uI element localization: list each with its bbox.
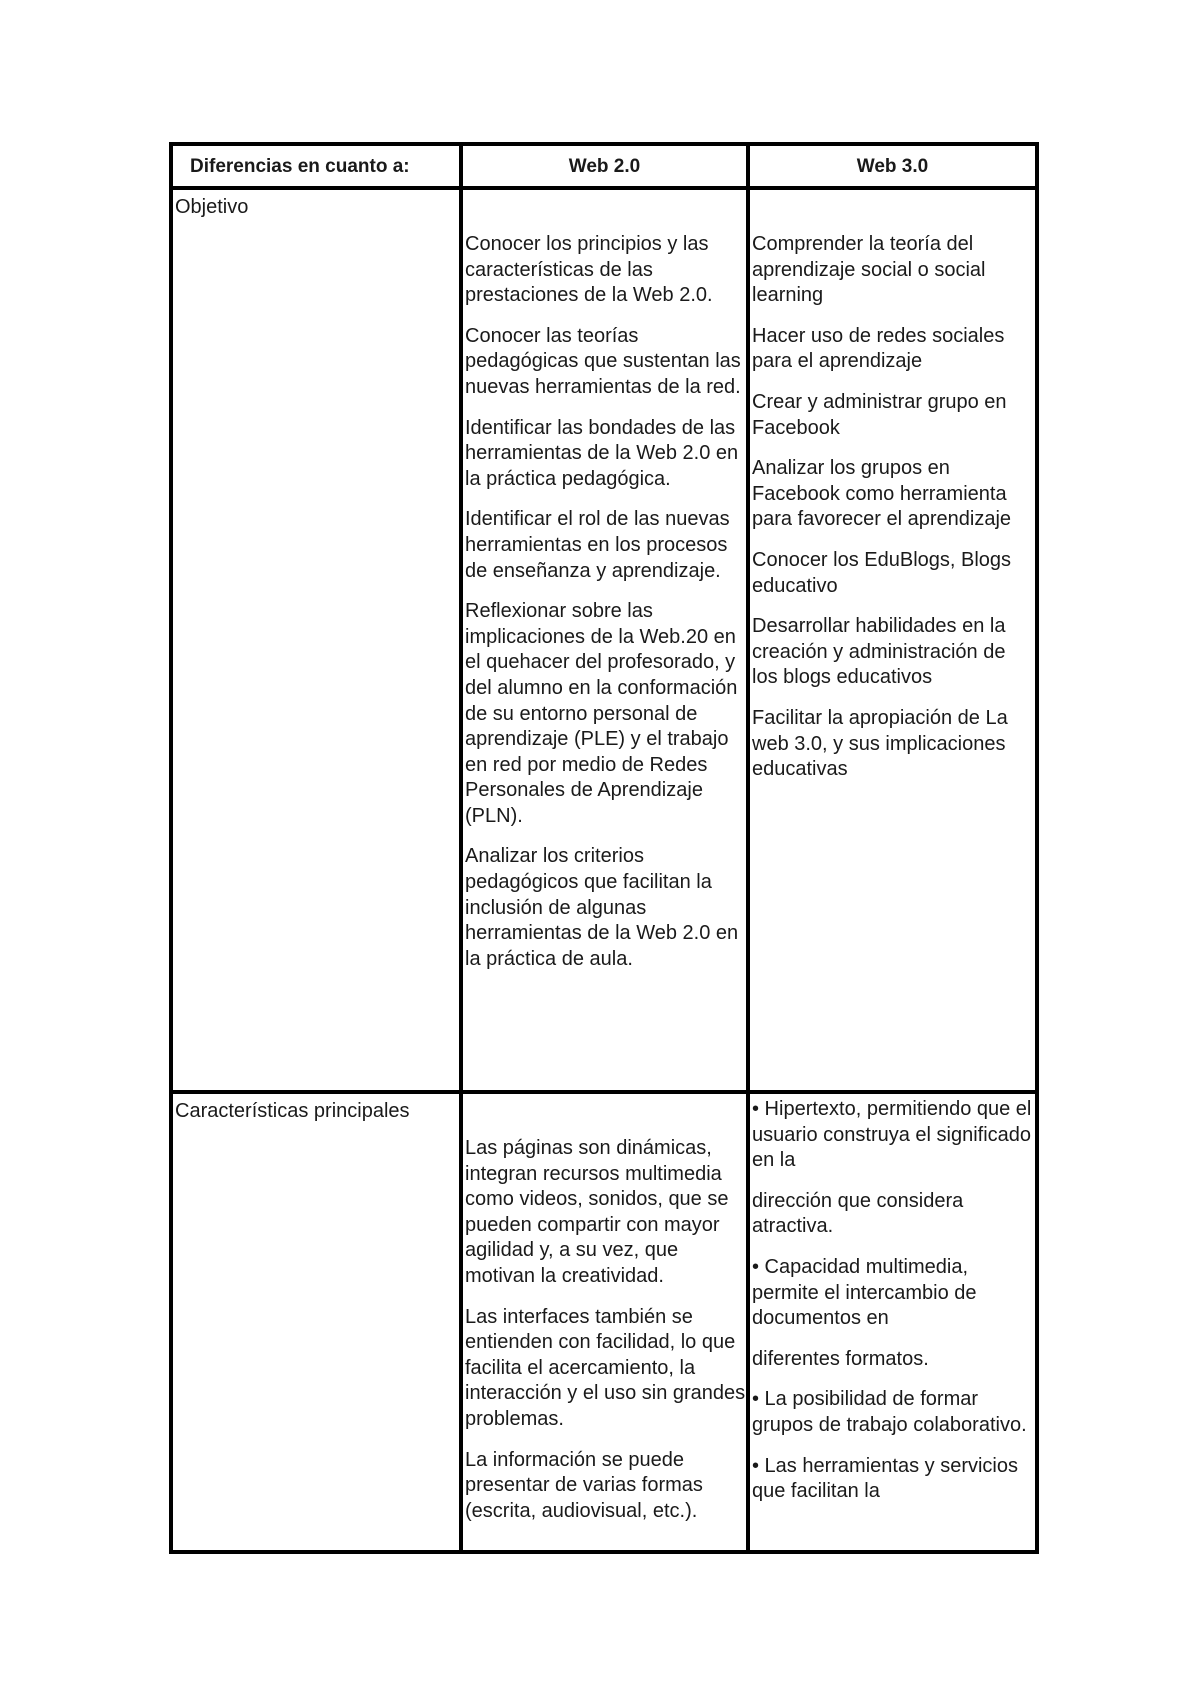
list-item: Identificar las bondades de las herramientas de la Web 2.0 en la práctica pedagógica. — [465, 416, 739, 490]
list-item: Identificar el rol de las nuevas herramientas en los procesos de enseñanza y aprendizaje. — [465, 508, 730, 582]
web20-caracteristicas-cell — [461, 1092, 748, 1552]
list-item: Conocer los principios y las características de las prestaciones de la Web 2.0. — [465, 233, 713, 307]
header-web20: Web 2.0 — [461, 144, 748, 188]
table-row-caracteristicas — [171, 1092, 1037, 1552]
list-item: Hacer uso de redes sociales para el aprendizaje — [752, 324, 1005, 373]
list-item: Desarrollar habilidades en la creación y administración de los blogs educativos — [752, 615, 1006, 689]
list-item: Facilitar la apropiación de La web 3.0, y sus implicaciones educativas — [752, 706, 1008, 781]
list-item: diferentes formatos. — [752, 1347, 929, 1370]
list-item: Las páginas son dinámicas, integran recursos multimedia como videos, sonidos, que se pueden compartir con mayor agilidad y, a su vez, que motivan la creatividad. — [465, 1137, 729, 1287]
list-item: Crear y administrar grupo en Facebook — [752, 390, 1007, 439]
web30-objetivo-cell — [748, 188, 1037, 1092]
list-item: • Capacidad multimedia, permite el intercambio de documentos en — [752, 1255, 977, 1330]
list-item: • Las herramientas y servicios que facilitan la — [752, 1454, 1018, 1503]
list-item: Conocer los EduBlogs, Blogs educativo — [752, 548, 1012, 597]
list-item: dirección que considera atractiva. — [752, 1189, 964, 1238]
list-item: Analizar los criterios pedagógicos que facilitan la inclusión de algunas herramientas de la Web 2.0 en la práctica de aula. — [465, 845, 739, 970]
list-item: Comprender la teoría del aprendizaje social o social learning — [752, 233, 986, 307]
table-header-row — [171, 144, 1037, 188]
list-item: Analizar los grupos en Facebook como herramienta para favorecer el aprendizaje — [752, 457, 1012, 531]
web20-objetivo-cell — [461, 188, 748, 1092]
row-label-objetivo: Objetivo — [175, 196, 249, 218]
row-label-caracteristicas: Características principales — [175, 1100, 410, 1122]
header-web30: Web 3.0 — [748, 144, 1037, 188]
row-label-cell — [171, 188, 461, 1092]
list-item: Conocer las teorías pedagógicas que sustentan las nuevas herramientas de la red. — [465, 324, 741, 398]
list-item: La información se puede presentar de varias formas (escrita, audiovisual, etc.). — [465, 1448, 703, 1522]
web30-caracteristicas-cell — [748, 1092, 1037, 1552]
table-row-objetivo — [171, 188, 1037, 1092]
comparison-table — [169, 142, 1039, 1554]
list-item: • La posibilidad de formar grupos de trabajo colaborativo. — [752, 1388, 1027, 1436]
header-differences: Diferencias en cuanto a: — [171, 144, 461, 188]
list-item: Reflexionar sobre las implicaciones de la Web.20 en el quehacer del profesorado, y del alumno en la conformación de su entorno personal de aprendizaje (PLE) y el trabajo en red por medio de Redes Personales de Aprendizaje (PLN). — [465, 600, 738, 827]
row-label-cell — [171, 1092, 461, 1552]
list-item: Las interfaces también se entienden con facilidad, lo que facilita el acercamiento, la interacción y el uso sin grandes problemas. — [465, 1305, 746, 1430]
list-item: • Hipertexto, permitiendo que el usuario construya el significado en la — [752, 1098, 1032, 1172]
